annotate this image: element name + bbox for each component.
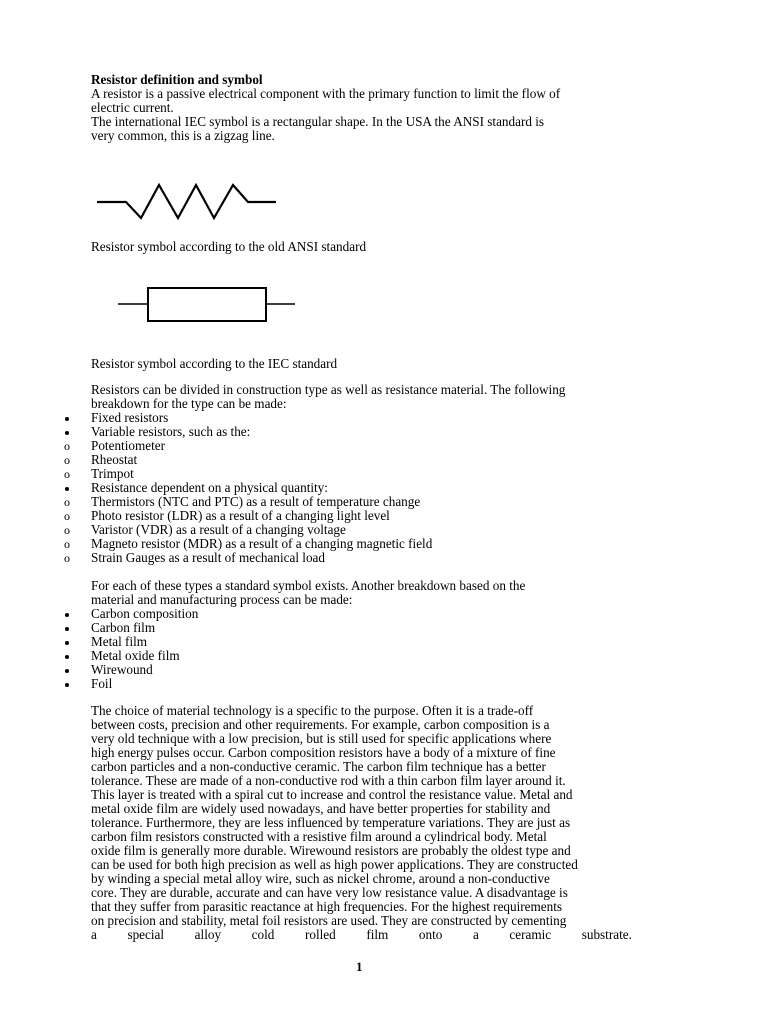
paragraph-last-line	[91, 928, 632, 942]
bullet-circle-marker: o	[64, 509, 70, 523]
list-item	[62, 649, 622, 663]
bullet-circle-marker: o	[64, 439, 70, 453]
list-item	[62, 621, 622, 635]
paragraph-word: ceramic	[509, 927, 552, 942]
intro-section	[91, 73, 631, 143]
paragraph-word: special	[127, 927, 165, 942]
paragraph-line: high energy pulses occur. Carbon composition resistors have a body of a mixture of fine	[91, 745, 556, 760]
intro-line: very common, this is a zigzag line.	[91, 128, 275, 143]
list-item-text: Metal film	[91, 634, 148, 649]
list-item-text: Carbon film	[91, 620, 156, 635]
paragraph-word: substrate.	[581, 927, 632, 942]
paragraph-line: between costs, precision and other requirements. For example, carbon composition is a	[91, 717, 550, 732]
types-intro-line: Resistors can be divided in construction type as well as resistance material. The following	[91, 382, 566, 397]
paragraph-line: that they suffer from parasitic reactance at high frequencies. For the highest requirements	[91, 899, 563, 914]
bullet-circle-marker: o	[64, 551, 70, 565]
paragraph-line: tolerance. These are made of a non-conductive rod with a thin carbon film layer around it.	[91, 773, 566, 788]
paragraph-word: a	[472, 927, 479, 942]
page-number: 1	[356, 959, 363, 974]
list-item	[62, 509, 622, 523]
section-heading: Resistor definition and symbol	[91, 72, 263, 87]
paragraph-line: oxide film is generally more durable. Wirewound resistors are probably the oldest type and	[91, 843, 571, 858]
types-intro-line: breakdown for the type can be made:	[91, 396, 287, 411]
list-item-text: Trimpot	[91, 466, 134, 481]
bullet-circle-marker: o	[64, 495, 70, 509]
list-item	[62, 635, 622, 649]
bullet-circle-marker: o	[64, 467, 70, 481]
bullet-circle-marker: o	[64, 453, 70, 467]
paragraph-word: film	[366, 927, 389, 942]
paragraph-word: onto	[418, 927, 443, 942]
bullet-circle-marker: o	[64, 537, 70, 551]
list-item-text: Resistance dependent on a physical quantity:	[91, 480, 328, 495]
list-item-text: Thermistors (NTC and PTC) as a result of temperature change	[91, 494, 421, 509]
list-item-text: Rheostat	[91, 452, 138, 467]
list-item-text: Strain Gauges as a result of mechanical load	[91, 550, 325, 565]
materials-intro-line: For each of these types a standard symbol exists. Another breakdown based on the	[91, 578, 526, 593]
iec-caption-block	[91, 357, 631, 371]
paragraph-line: metal oxide film are widely used nowadays, and have better properties for stability and	[91, 801, 551, 816]
paragraph-line: can be used for both high precision as well as high power applications. They are constructed	[91, 857, 578, 872]
paragraph-line: core. They are durable, accurate and can have very low resistance value. A disadvantage is	[91, 885, 568, 900]
list-item	[62, 537, 622, 551]
bullet-circle-marker: o	[64, 523, 70, 537]
paragraph-line: tolerance. Furthermore, they are less influenced by temperature variations. They are just as	[91, 815, 571, 830]
ansi-resistor-symbol	[96, 180, 278, 224]
intro-line: A resistor is a passive electrical component with the primary function to limit the flow of	[91, 86, 561, 101]
paragraph-line: very old technique with a low precision, but is still used for specific applications where	[91, 731, 552, 746]
list-item	[62, 425, 622, 439]
list-item	[62, 551, 622, 565]
list-item	[62, 467, 622, 481]
list-item-text: Fixed resistors	[91, 410, 169, 425]
list-item	[62, 439, 622, 453]
paragraph-word: alloy	[194, 927, 222, 942]
materials-list	[62, 607, 622, 691]
ansi-caption: Resistor symbol according to the old ANSI standard	[91, 239, 367, 254]
types-intro	[91, 383, 631, 411]
paragraph-line: This layer is treated with a spiral cut to increase and control the resistance value. Metal and	[91, 787, 573, 802]
list-item-text: Photo resistor (LDR) as a result of a changing light level	[91, 508, 390, 523]
list-item	[62, 677, 622, 691]
list-item	[62, 411, 622, 425]
iec-caption: Resistor symbol according to the IEC standard	[91, 356, 338, 371]
paragraph-line: on precision and stability, metal foil resistors are used. They are constructed by cementing	[91, 913, 567, 928]
intro-line: electric current.	[91, 100, 174, 115]
list-item-text: Potentiometer	[91, 438, 165, 453]
list-item	[62, 663, 622, 677]
paragraph-line: carbon particles and a non-conductive ceramic. The carbon film technique has a better	[91, 759, 546, 774]
list-item-text: Magneto resistor (MDR) as a result of a changing magnetic field	[91, 536, 433, 551]
list-item	[62, 453, 622, 467]
iec-resistor-symbol	[117, 285, 297, 325]
materials-intro-line: material and manufacturing process can be made:	[91, 592, 353, 607]
paragraph-line: carbon film resistors constructed with a resistive film around a cylindrical body. Metal	[91, 829, 547, 844]
materials-intro	[91, 579, 631, 607]
list-item-text: Metal oxide film	[91, 648, 180, 663]
list-item	[62, 495, 622, 509]
paragraph-word: a	[91, 927, 97, 942]
list-item	[62, 607, 622, 621]
paragraph-word: cold	[251, 927, 275, 942]
ansi-caption-block	[91, 240, 631, 254]
list-item-text: Varistor (VDR) as a result of a changing voltage	[91, 522, 346, 537]
list-item	[62, 523, 622, 537]
paragraph-word: rolled	[304, 927, 336, 942]
list-item	[62, 481, 622, 495]
list-item-text: Foil	[91, 676, 113, 691]
paragraph-line: The choice of material technology is a specific to the purpose. Often it is a trade-off	[91, 703, 534, 718]
body-paragraph	[91, 704, 632, 942]
list-item-text: Variable resistors, such as the:	[91, 424, 251, 439]
intro-line: The international IEC symbol is a rectangular shape. In the USA the ANSI standard is	[91, 114, 545, 129]
list-item-text: Wirewound	[91, 662, 153, 677]
resistor-types-list	[62, 411, 622, 565]
list-item-text: Carbon composition	[91, 606, 199, 621]
paragraph-line: by winding a special metal alloy wire, such as nickel chrome, around a non-conductive	[91, 871, 550, 886]
